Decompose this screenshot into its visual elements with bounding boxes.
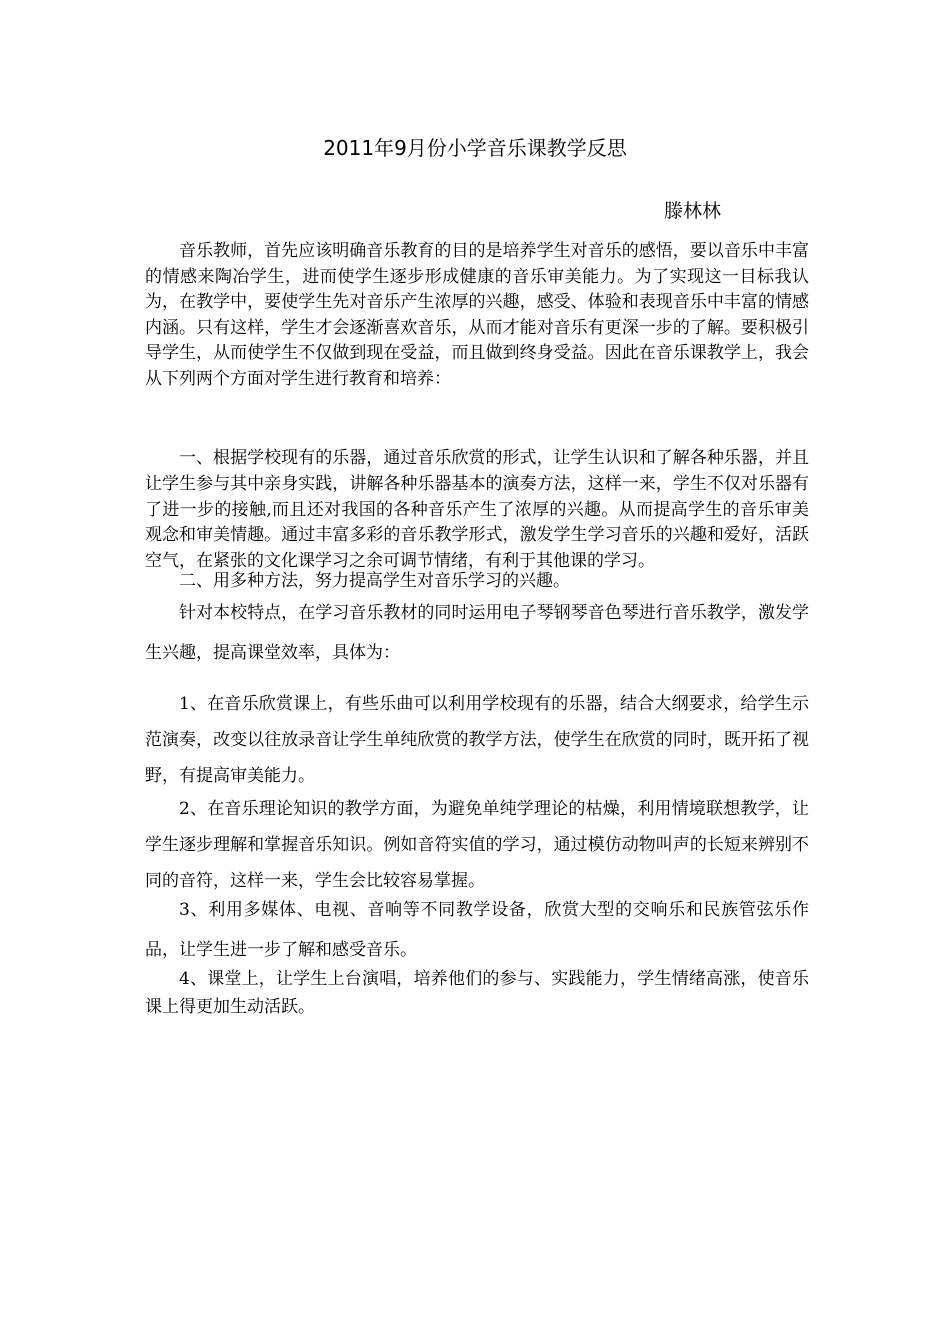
point-two-section xyxy=(145,568,809,594)
list-item-1 xyxy=(145,686,809,794)
point-one-section xyxy=(145,446,809,575)
intro-paragraph: 音乐教师，首先应该明确音乐教育的目的是培养学生对音乐的感悟，要以音乐中丰富的情感来陶冶学生，进而使学生逐步形成健康的音乐审美能力。为了实现这一目标我认为，在教学中，要使学生先对音乐产生浓厚的兴趣，感受、体验和表现音乐中丰富的情感内涵。只有这样，学生才会逐渐喜欢音乐，从而才能对音乐有更深一步的了解。要积极引导学生，从而使学生不仅做到现在受益，而且做到终身受益。因此在音乐课教学上，我会从下列两个方面对学生进行教育和培养： xyxy=(145,241,809,389)
specific-paragraph: 针对本校特点，在学习音乐教材的同时运用电子琴钢琴音色琴进行音乐教学，激发学生兴趣，提高课堂效率，具体为： xyxy=(145,603,809,663)
intro-section xyxy=(145,239,809,393)
list-item-1-text: 1、在音乐欣赏课上，有些乐曲可以利用学校现有的乐器，结合大纲要求，给学生示范演奏，改变以往放录音让学生单纯欣赏的教学方法，使学生在欣赏的同时，既开拓了视野，有提高审美能力。 xyxy=(145,694,809,786)
list-item-4 xyxy=(145,965,809,1021)
author-name: 滕林林 xyxy=(664,200,722,222)
list-item-2 xyxy=(145,791,809,899)
point-one-paragraph: 一、根据学校现有的乐器，通过音乐欣赏的形式，让学生认识和了解各种乐器，并且让学生参与其中亲身实践，讲解各种乐器基本的演奏方法，这样一来，学生不仅对乐器有了进一步的接触,而且还对我国的各种音乐产生了浓厚的兴趣。从而提高学生的音乐审美观念和审美情趣。通过丰富多彩的音乐教学形式，激发学生学习音乐的兴趣和爱好，活跃空气，在紧张的文化课学习之余可调节情绪，有利于其他课的学习。 xyxy=(145,448,809,572)
point-two-paragraph: 二、用多种方法，努力提高学生对音乐学习的兴趣。 xyxy=(179,571,570,591)
list-item-4-text: 4、课堂上，让学生上台演唱，培养他们的参与、实践能力，学生情绪高涨，使音乐课上得更加生动活跃。 xyxy=(145,969,809,1017)
specific-section xyxy=(145,593,809,673)
document-title: 2011年9月份小学音乐课教学反思 xyxy=(323,136,627,160)
list-item-2-text: 2、在音乐理论知识的教学方面，为避免单纯学理论的枯燥，利用情境联想教学，让学生逐步理解和掌握音乐知识。例如音符实值的学习，通过模仿动物叫声的长短来辨别不同的音符，这样一来，学生会比较容易掌握。 xyxy=(145,799,809,891)
list-item-3-text: 3、利用多媒体、电视、音响等不同教学设备，欣赏大型的交响乐和民族管弦乐作品，让学生进一步了解和感受音乐。 xyxy=(145,900,809,960)
list-item-3 xyxy=(145,890,809,970)
